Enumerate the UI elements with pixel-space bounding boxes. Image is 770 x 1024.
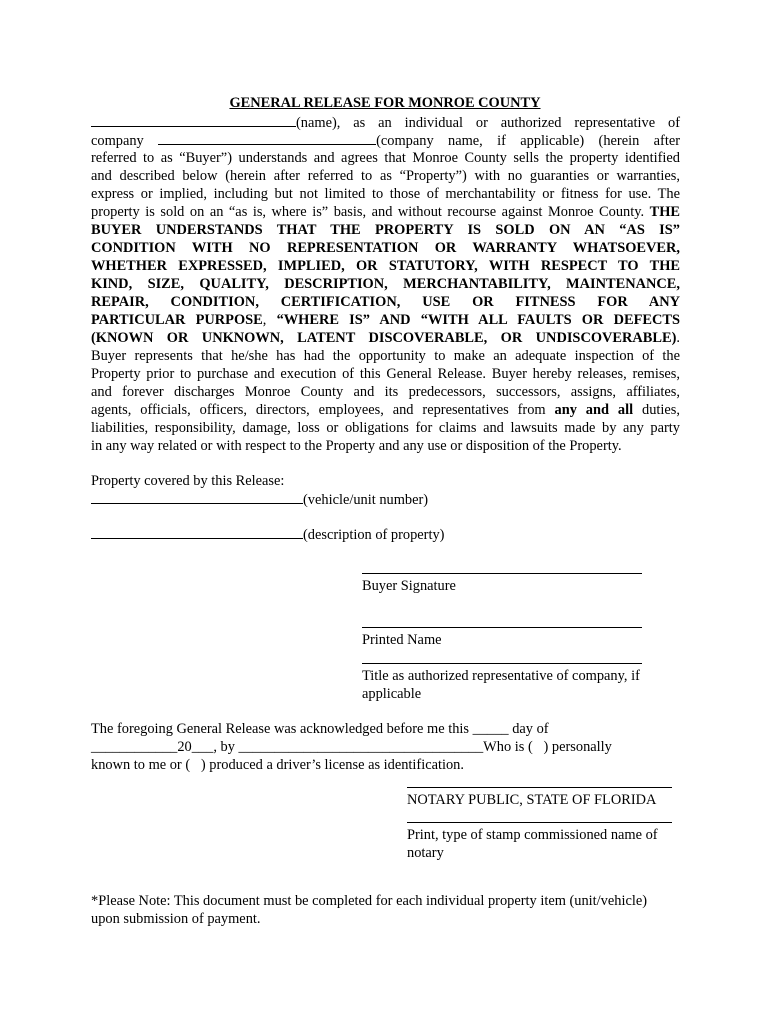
title-line[interactable] (362, 663, 642, 664)
acknowledgment-line-1: The foregoing General Release was acknowledged before me this _____ day of (91, 721, 549, 737)
notary-label: NOTARY PUBLIC, STATE OF FLORIDA (407, 792, 657, 808)
vehicle-unit-blank[interactable] (91, 490, 303, 504)
disclaimer-line-4: KIND, SIZE, QUALITY, DESCRIPTION, MERCHANTABILITY, MAINTENANCE, (91, 276, 680, 292)
notary-print-line[interactable] (407, 822, 672, 823)
intro-line-6: property is sold on an “as is, where is” basis, and without recourse against Monroe County. THE (91, 204, 680, 220)
release-line-3: and forever discharges Monroe County and its predecessors, successors, assigns, affiliates, (91, 384, 680, 400)
intro-line-3: referred to as “Buyer”) understands and agrees that Monroe County sells the property identified (91, 150, 680, 166)
name-blank[interactable] (91, 113, 296, 127)
description-blank[interactable] (91, 525, 303, 539)
property-heading: Property covered by this Release: (91, 473, 285, 489)
release-line-2: Property prior to purchase and execution of this General Release. Buyer hereby releases, remises, (91, 366, 680, 382)
release-line-6: in any way related or with respect to the Property and any use or disposition of the Property. (91, 438, 622, 454)
printed-name-line[interactable] (362, 627, 642, 628)
notary-signature-line[interactable] (407, 787, 672, 788)
document-title: GENERAL RELEASE FOR MONROE COUNTY (229, 95, 541, 111)
release-line-1: Buyer represents that he/she has had the opportunity to make an adequate inspection of the (91, 348, 680, 364)
title-label-1: Title as authorized representative of company, if (362, 668, 640, 684)
note-line-1: *Please Note: This document must be completed for each individual property item (unit/vehicle) (91, 893, 648, 909)
intro-line-2: company (company name, if applicable) (herein after (91, 133, 680, 149)
disclaimer-line-2: CONDITION WITH NO REPRESENTATION OR WARRANTY WHATSOEVER, (91, 240, 680, 256)
notary-print-label-1: Print, type of stamp commissioned name of (407, 827, 658, 843)
acknowledgment-line-2: ____________20___, by __________________________________Who is ( ) personally (91, 739, 612, 755)
note-line-2: upon submission of payment. (91, 911, 261, 927)
month-blank[interactable]: ____________ (91, 739, 178, 755)
buyer-signature-line[interactable] (362, 573, 642, 574)
printed-name-label: Printed Name (362, 632, 442, 648)
release-line-4: agents, officials, officers, directors, employees, and representatives from any and all duties, (91, 402, 680, 418)
description-field: (description of property) (91, 525, 680, 544)
by-name-blank[interactable]: __________________________________ (238, 739, 484, 755)
release-line-5: liabilities, responsibility, damage, loss or obligations for claims and lawsuits made by any party (91, 420, 680, 436)
intro-line-1: (name), as an individual or authorized representative of (91, 113, 680, 132)
vehicle-unit-field: (vehicle/unit number) (91, 490, 680, 509)
title-label-2: applicable (362, 686, 422, 702)
year-blank[interactable]: 20___ (177, 739, 214, 755)
day-blank[interactable]: _____ (472, 721, 509, 737)
disclaimer-line-1: BUYER UNDERSTANDS THAT THE PROPERTY IS SOLD ON AN “AS IS” (91, 222, 680, 238)
disclaimer-line-6: PARTICULAR PURPOSE, “WHERE IS” AND “WITH ALL FAULTS OR DEFECTS (91, 312, 680, 328)
disclaimer-line-7: (KNOWN OR UNKNOWN, LATENT DISCOVERABLE, OR UNDISCOVERABLE). (91, 330, 680, 346)
notary-print-label-2: notary (407, 845, 444, 861)
buyer-signature-label: Buyer Signature (362, 578, 456, 594)
intro-line-4: and described below (herein after referred to as “Property”) with no guaranties or warranties, (91, 168, 680, 184)
intro-line-5: express or implied, including but not limited to those of merchantability or fitness for use. The (91, 186, 680, 202)
disclaimer-line-5: REPAIR, CONDITION, CERTIFICATION, USE OR FITNESS FOR ANY (91, 294, 680, 310)
company-blank[interactable] (158, 131, 376, 145)
acknowledgment-line-3: known to me or ( ) produced a driver’s license as identification. (91, 757, 464, 773)
disclaimer-line-3: WHETHER EXPRESSED, IMPLIED, OR STATUTORY, WITH RESPECT TO THE (91, 258, 680, 274)
